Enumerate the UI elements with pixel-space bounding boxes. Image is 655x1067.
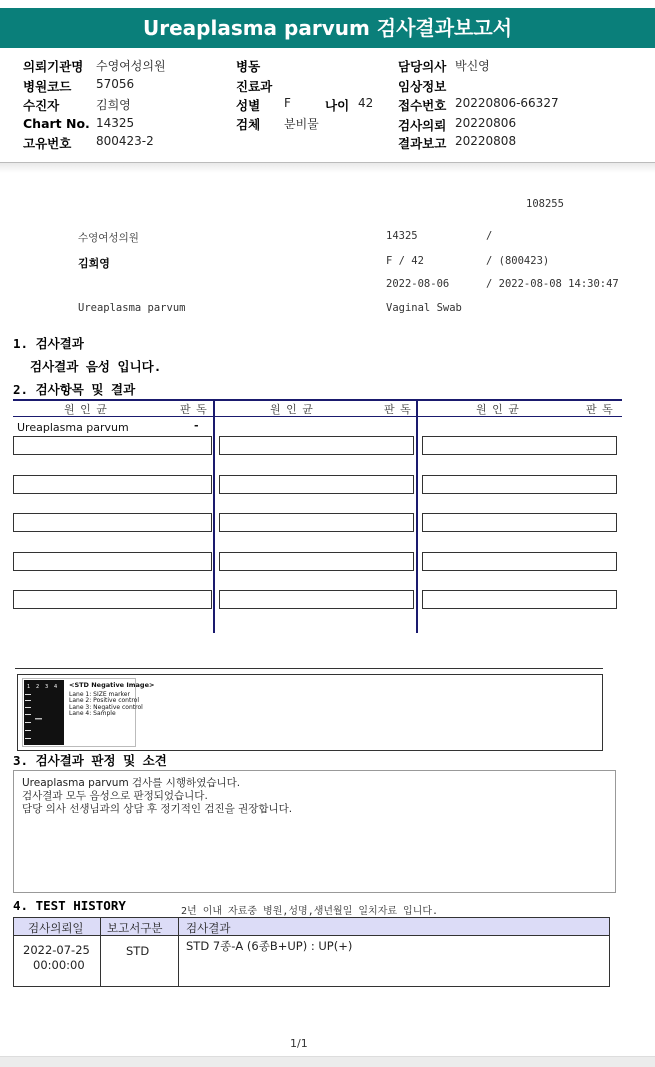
gel-legend-title: <STD Negative Image> [69,681,155,689]
gel-lane-1: 1 [27,684,31,690]
patient-label: 수진자 [23,98,60,113]
page-number: 1/1 [290,1037,308,1050]
result-cell [219,552,414,571]
header-shadow [0,163,655,173]
result-cell [219,436,414,455]
info-sex-age: F / 42 [386,255,424,267]
result-cell [13,513,212,532]
gel-lane-3: 3 [45,684,49,690]
sex-label: 성별 [236,98,261,113]
gel-legend-line: Lane 4: Sample [69,710,116,717]
col-organism-1: 원 인 균 [64,403,108,416]
ward-label: 병동 [236,59,261,74]
clinical-label: 임상정보 [398,79,447,94]
history-row-type: STD [126,944,150,958]
result-cell [13,590,212,609]
report-value: 20220808 [455,134,517,148]
result-cell [219,475,414,494]
info-institution: 수영여성의원 [78,232,139,244]
patient-value: 김희영 [96,98,131,112]
gel-legend [69,682,154,718]
unique-value: 800423-2 [96,134,154,148]
history-col-divider-2 [178,918,179,986]
opinion-line-1: Ureaplasma parvum 검사를 시행하였습니다. [22,777,241,789]
hospital-code-value: 57056 [96,77,135,91]
col-organism-3: 원 인 균 [476,403,520,416]
info-request-date: 2022-08-06 [386,278,450,290]
receipt-label: 접수번호 [398,98,447,113]
result-cell [219,513,414,532]
history-table [13,917,610,987]
results-grid-divider-1 [213,399,215,633]
history-table-header [14,918,609,936]
gel-electrophoresis [24,680,64,745]
specimen-label: 검체 [236,117,261,132]
result-item-value: - [194,419,199,432]
section1-result: 검사결과 음성 입니다. [30,359,162,374]
institution-label: 의뢰기관명 [23,59,84,74]
gel-legend-line: Lane 2: Positive control [69,697,140,704]
hospital-code-label: 병원코드 [23,79,72,94]
gel-legend-line: Lane 3: Negative control [69,703,143,711]
section4-title: 4. TEST HISTORY [13,898,126,913]
results-grid-divider-2 [416,399,418,633]
dept-label: 진료과 [236,79,273,94]
section2-title: 2. 검사항목 및 결과 [13,382,136,397]
result-cell [13,475,212,494]
gel-top-line [15,668,603,669]
gel-legend-line: Lane 1: SIZE marker [69,690,130,698]
report-label: 결과보고 [398,136,447,151]
history-note: 2년 이내 자료중 병원,성명,생년월일 일치자료 입니다. [181,906,439,917]
history-row-result: STD 7종-A (6종B+UP) : UP(+) [186,939,353,953]
col-judgement-3: 판 독 [586,403,614,416]
history-col-divider-1 [100,918,101,986]
result-cell [13,436,212,455]
info-chart-no: 14325 [386,230,418,242]
result-cell [422,552,617,571]
gel-lane-4: 4 [54,684,58,690]
info-report-datetime: / 2022-08-08 14:30:47 [486,278,619,290]
result-cell [422,513,617,532]
request-label: 검사의뢰 [398,118,447,133]
result-cell [13,552,212,571]
chart-value: 14325 [96,116,135,130]
doctor-label: 담당의사 [398,59,447,74]
report-title: Ureaplasma parvum 검사결과보고서 [0,8,655,48]
result-cell [422,475,617,494]
receipt-value: 20220806-66327 [455,96,559,110]
col-judgement-2: 판 독 [384,403,412,416]
result-cell [422,436,617,455]
history-header-type: 보고서구분 [107,921,163,935]
info-specimen: Vaginal Swab [386,302,462,314]
doctor-value: 박신영 [455,59,490,73]
section1-title: 1. 검사결과 [13,336,84,351]
opinion-line-3: 담당 의사 선생님과의 상담 후 정기적인 검진을 권장합니다. [22,803,293,815]
specimen-value: 분비물 [284,117,319,131]
unique-label: 고유번호 [23,136,72,151]
info-patient: 김희영 [78,257,110,270]
result-item-name: Ureaplasma parvum [17,421,129,434]
institution-value: 수영여성의원 [96,59,166,73]
gel-bands [24,680,64,745]
history-header-result: 검사결과 [186,921,231,935]
history-row-date: 2022-07-25 [23,943,90,957]
info-birth: / (800423) [486,255,550,267]
result-cell [219,590,414,609]
page-bottom-band [0,1056,655,1067]
gel-lane-2: 2 [36,684,40,690]
col-organism-2: 원 인 균 [270,403,314,416]
age-label: 나이 [325,98,350,113]
age-value: 42 [358,96,374,110]
request-value: 20220806 [455,116,517,130]
sex-value: F [284,96,291,110]
history-header-date: 검사의뢰일 [28,921,84,935]
result-cell [422,590,617,609]
report-id: 108255 [526,198,564,210]
history-row-time: 00:00:00 [33,958,85,972]
chart-label: Chart No. [23,116,90,131]
info-slash: / [486,230,493,242]
col-judgement-1: 판 독 [180,403,208,416]
section3-title: 3. 검사결과 판정 및 소견 [13,753,167,768]
info-test-name: Ureaplasma parvum [78,302,186,314]
opinion-line-2: 검사결과 모두 음성으로 판정되었습니다. [22,790,208,802]
